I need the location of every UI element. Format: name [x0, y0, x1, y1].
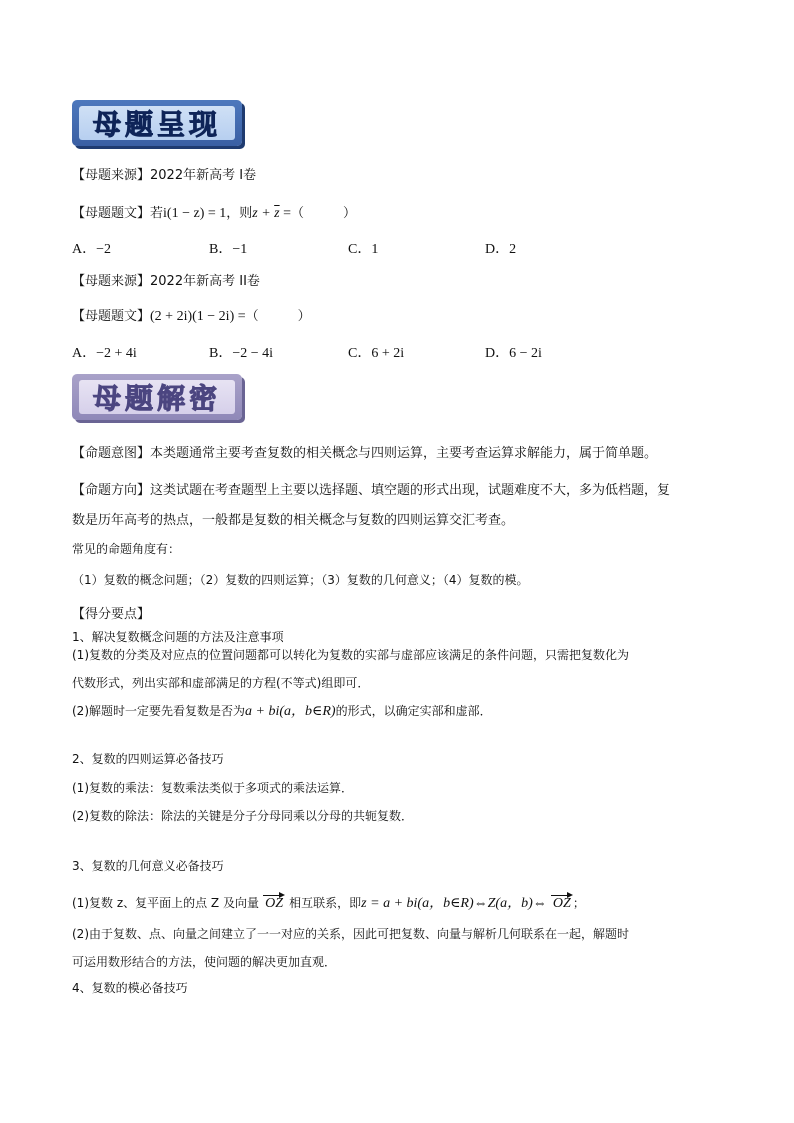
q2-option-a: A．−2 + 4i — [72, 346, 137, 361]
point-3-2-line-1: (2)由于复数、点、向量之间建立了一一对应的关系，因此可把复数、向量与解析几何联系在一起，解题时 — [72, 927, 630, 941]
section-banner-mother-question — [72, 100, 242, 146]
q1-question-label: 【母题题文】 — [72, 206, 151, 221]
point-4-title: 4、复数的模必备技巧 — [72, 981, 188, 995]
direction-line-2: 数是历年高考的热点，一般都是复数的相关概念与复数的四则运算交汇考查。 — [72, 513, 515, 528]
point-3-1-line: (1)复数 z、复平面上的点 Z 及向量 OZ 相互联系，即z = a + bi(a，b∈R)⇔Z(a，b)⇔ OZ ； — [72, 896, 585, 911]
point-1-title: 1、解决复数概念问题的方法及注意事项 — [72, 630, 284, 644]
point-3-2-line-2: 可运用数形结合的方法，使问题的解决更加直观． — [72, 955, 337, 969]
q2-option-c: C．6 + 2i — [348, 346, 405, 361]
q1-option-b: B．−1 — [209, 242, 248, 257]
q2-question-label: 【母题题文】 — [72, 309, 151, 324]
q2-equation: (2 + 2i)(1 − 2i) = — [150, 309, 246, 324]
q1-option-a: A．−2 — [72, 242, 112, 257]
vector-oz: OZ — [552, 896, 571, 911]
banner-title: 母题呈现 — [92, 108, 221, 141]
common-angles-title: 常见的命题角度有： — [72, 542, 181, 556]
key-points-label: 【得分要点】 — [72, 607, 151, 622]
q2-source-label: 【母题来源】 — [72, 274, 151, 289]
point-2-title: 2、复数的四则运算必备技巧 — [72, 752, 224, 766]
point-1-1-line-1: (1)复数的分类及对应点的位置问题都可以转化为复数的实部与虚部应该满足的条件问题，只需把复数化为 — [72, 648, 630, 662]
section-banner-mother-analysis — [72, 374, 242, 420]
q2-option-d: D．6 − 2i — [485, 346, 542, 361]
direction-line-1: 【命题方向】这类试题在考查题型上主要以选择题、填空题的形式出现，试题难度不大，多为低档题，复 — [72, 483, 671, 498]
point-2-2: (2)复数的除法：除法的关键是分子分母同乘以分母的共轭复数． — [72, 809, 414, 823]
banner-title: 母题解密 — [92, 382, 221, 415]
q1-source-text: 2022年新高考 I卷 — [150, 168, 257, 183]
intent-text: 本类题通常主要考查复数的相关概念与四则运算，主要考查运算求解能力，属于简单题。 — [150, 446, 658, 461]
direction-label: 【命题方向】 — [72, 483, 151, 498]
q1-source-line — [72, 164, 256, 183]
q1-question-line: 【母题题文】若i(1 − z) = 1，则$z + \overline{z}$ =（ ） — [72, 206, 357, 221]
q1-source-label: 【母题来源】 — [72, 168, 151, 183]
q2-question-line: 【母题题文】(2 + 2i)(1 − 2i) =（ ） — [72, 309, 311, 324]
point-1-2-formula: a + bi(a，b∈R) — [245, 704, 336, 719]
intent-line — [72, 442, 657, 461]
q1-option-c: C．1 — [348, 242, 379, 257]
q2-source-text: 2022年新高考 II卷 — [150, 274, 260, 289]
q2-option-b: B．−2 − 4i — [209, 346, 274, 361]
q1-option-d: D．2 — [485, 242, 517, 257]
point-3-1-formula: z = a + bi(a，b∈R)⇔Z(a，b)⇔ — [361, 896, 547, 911]
intent-label: 【命题意图】 — [72, 446, 151, 461]
point-2-1: (1)复数的乘法：复数乘法类似于多项式的乘法运算． — [72, 781, 354, 795]
point-1-1-line-2: 代数形式，列出实部和虚部满足的方程(不等式)组即可． — [72, 676, 370, 690]
q2-source-line — [72, 270, 260, 289]
q1-equation: i(1 − z) = 1 — [163, 206, 227, 221]
point-3-title: 3、复数的几何意义必备技巧 — [72, 859, 224, 873]
common-angles-list: （1）复数的概念问题；（2）复数的四则运算；（3）复数的几何意义；（4）复数的模。 — [72, 573, 529, 587]
vector-oz: OZ — [265, 896, 284, 911]
point-1-2-line: (2)解题时一定要先看复数是否为a + bi(a，b∈R)的形式，以确定实部和虚部． — [72, 704, 492, 719]
